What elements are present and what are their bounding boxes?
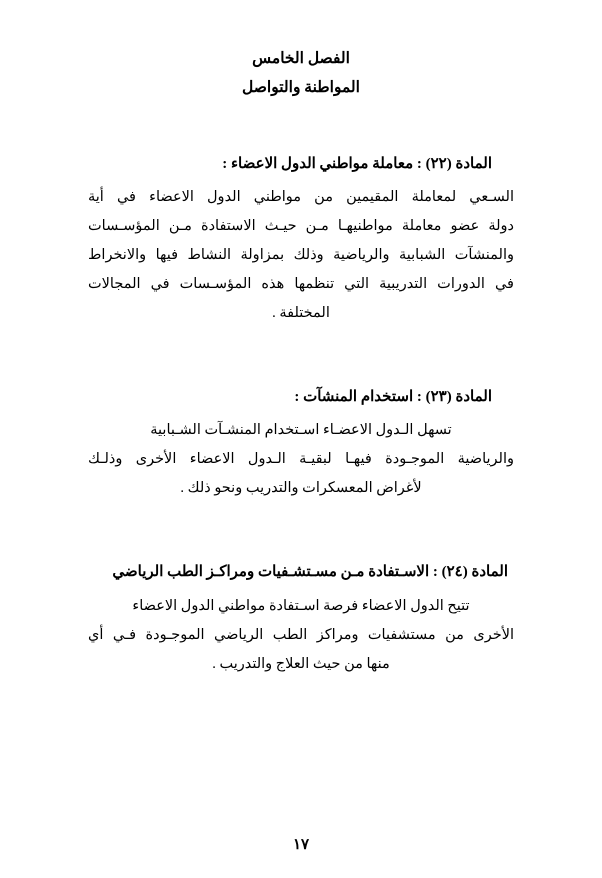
article-23-line-1: تسهل الـدول الاعضـاء اسـتخدام المنشـآت الشـبابية — [150, 422, 452, 439]
spacer — [82, 328, 520, 362]
article-23 — [82, 384, 520, 503]
article-24-line-3: منها من حيث العلاج والتدريب . — [212, 655, 390, 672]
article-22-line-1: السـعي لمعاملة المقيمين من مواطني الدول الاعضاء في أية — [88, 189, 514, 206]
chapter-subtitle: المواطنة والتواصل — [242, 79, 360, 97]
spacer — [82, 109, 520, 129]
article-24-line-2: الأخرى من مستشفيات ومراكز الطب الرياضي الموجـودة فـي أي — [88, 626, 514, 643]
page-number: ١٧ — [292, 837, 310, 853]
article-22-line-2: دولة عضو معاملة مواطنيهـا مـن حيـث الاستفادة مـن المؤسـسات — [88, 218, 514, 235]
article-24-body — [82, 592, 520, 679]
spacer — [82, 503, 520, 537]
article-22-line-3: والمنشآت الشبابية والرياضية وذلك بمزاولة النشاط فيها والانخراط — [88, 247, 514, 264]
article-24-line-1: تتيح الدول الاعضاء فرصة اسـتفادة مواطني الدول الاعضاء — [132, 597, 470, 614]
article-22-body — [82, 183, 520, 328]
article-22-title: المادة (٢٢) : معاملة مواطني الدول الاعضاء : — [222, 155, 492, 172]
article-23-title: المادة (٢٣) : استخدام المنشآت : — [294, 389, 492, 406]
chapter-title: الفصل الخامس — [252, 50, 350, 67]
chapter-heading — [82, 44, 520, 103]
article-24-title: المادة (٢٤) : الاسـتفادة مـن مسـتشـفيات ومراكـز الطب الرياضي — [112, 564, 508, 581]
article-23-line-3: لأغراض المعسكرات والتدريب ونحو ذلك . — [180, 480, 422, 497]
article-22-line-4: في الدورات التدريبية التي تنظمها هذه المؤسـسات في المجالات — [88, 276, 514, 293]
article-22-line-5: المختلفة . — [272, 305, 330, 322]
article-23-body — [82, 416, 520, 503]
article-23-line-2: والرياضية الموجـودة فيهـا لبقيـة الـدول الاعضاء الأخرى وذلـك — [88, 451, 514, 468]
article-22 — [82, 151, 520, 328]
article-24 — [82, 559, 520, 678]
